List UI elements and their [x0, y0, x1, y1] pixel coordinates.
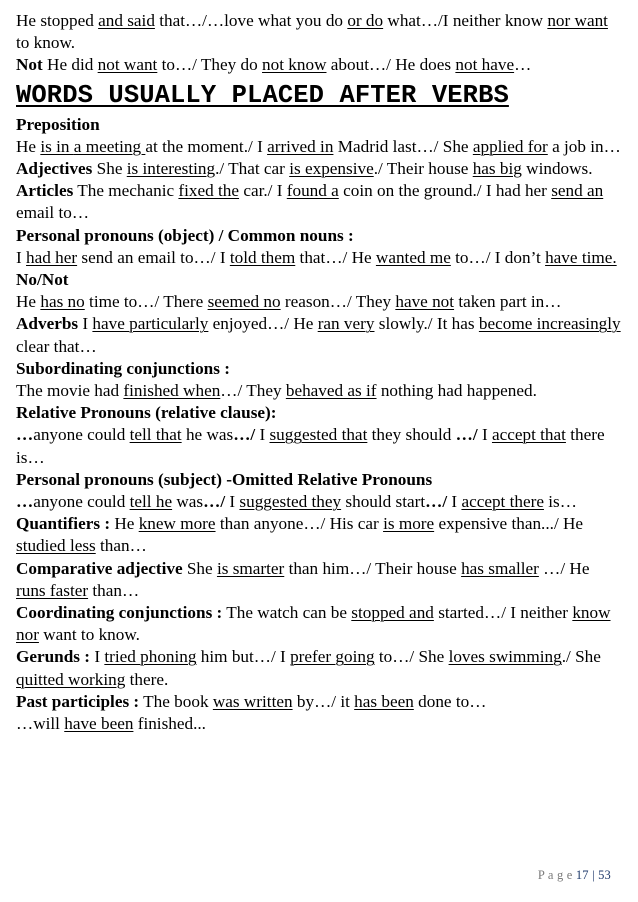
label: Adverbs — [16, 314, 79, 334]
underlined-phrase: prefer going — [290, 647, 375, 667]
page-word: P a g e — [537, 868, 573, 882]
underlined-phrase: not want — [97, 55, 158, 75]
section-body-personal-object — [16, 247, 622, 269]
underlined-phrase: knew more — [138, 514, 216, 534]
text: The book — [139, 691, 213, 711]
text: about…/ He does — [326, 55, 456, 75]
underlined-phrase: not have — [455, 55, 515, 75]
underlined-phrase: and said — [98, 11, 155, 30]
underlined-phrase: ran very — [317, 314, 375, 334]
section-label-no-not — [16, 269, 622, 291]
underlined-phrase: accept that — [491, 425, 566, 445]
text: windows. — [521, 159, 593, 179]
label: Personal pronouns (object) / Common nouns : — [16, 225, 354, 245]
underlined-phrase: fixed the — [178, 181, 240, 201]
underlined-phrase: was written — [212, 691, 293, 711]
text: enjoyed…/ He — [208, 314, 318, 334]
section-past-participles-cont — [16, 713, 622, 735]
underlined-phrase: nor want — [547, 11, 608, 30]
underlined-phrase: have time. — [545, 247, 617, 267]
text: ./ Their house — [373, 159, 473, 179]
text: He — [110, 514, 139, 534]
text: want to know. — [38, 625, 140, 645]
underlined-phrase: tell that — [129, 425, 182, 445]
section-label-personal-object — [16, 225, 622, 247]
text: started…/ I neither — [433, 603, 573, 623]
section-label-personal-subject — [16, 469, 622, 491]
separator: …/ — [203, 492, 226, 512]
text: I — [225, 492, 240, 512]
underlined-phrase: have particularly — [92, 314, 209, 334]
section-comparative — [16, 558, 622, 602]
underlined-phrase: suggested they — [239, 492, 342, 512]
section-label-relative — [16, 402, 622, 424]
underlined-phrase: tell he — [129, 492, 173, 512]
text: … — [514, 55, 532, 75]
underlined-phrase: accept there — [461, 492, 544, 512]
underlined-phrase: found a — [286, 181, 339, 201]
label: Quantifiers : — [16, 514, 111, 534]
text: they should — [367, 425, 456, 445]
label: Subordinating conjunctions : — [16, 358, 230, 378]
label: No/Not — [16, 270, 69, 290]
section-body-personal-subject — [16, 491, 622, 513]
section-body-preposition — [16, 136, 622, 158]
text: He did — [42, 55, 98, 75]
ellipsis: … — [16, 492, 34, 512]
text: slowly./ It has — [374, 314, 479, 334]
underlined-phrase: arrived in — [267, 136, 334, 156]
section-body-no-not — [16, 291, 622, 313]
section-heading: WORDS USUALLY PLACED AFTER VERBS — [16, 80, 509, 110]
underlined-phrase: studied less — [16, 536, 96, 556]
underlined-phrase: tried phoning — [104, 647, 197, 667]
text: …/ They — [220, 381, 286, 401]
text: should start — [341, 492, 426, 512]
label: Personal pronouns (subject) -Omitted Relative Pronouns — [16, 469, 433, 489]
underlined-phrase: has been — [354, 691, 414, 711]
text: ./ She — [561, 647, 601, 667]
separator: …/ — [455, 425, 478, 445]
text: there is… — [16, 425, 605, 467]
text: done to… — [413, 691, 487, 711]
underlined-phrase: suggested that — [269, 425, 368, 445]
label: Preposition — [16, 114, 100, 134]
text: a meeting — [73, 136, 146, 156]
section-quantifiers — [16, 513, 622, 557]
section-label-subordinating — [16, 358, 622, 380]
text: anyone could — [33, 425, 130, 445]
text: I — [255, 425, 270, 445]
section-coordinating — [16, 602, 622, 646]
text: I — [78, 314, 93, 334]
underlined-phrase: runs faster — [16, 580, 89, 600]
label: Comparative adjective — [16, 558, 183, 578]
underlined-phrase: has big — [472, 159, 522, 179]
underlined-phrase: or do — [347, 11, 384, 30]
text: by…/ it — [292, 691, 355, 711]
section-label-not: Not — [16, 55, 43, 75]
label: Past participles : — [16, 691, 140, 711]
underlined-phrase: send an — [551, 181, 604, 201]
separator: …/ — [425, 492, 448, 512]
ellipsis: … — [16, 425, 34, 445]
underlined-phrase: wanted me — [375, 247, 451, 267]
text: that…/…love what you do — [154, 11, 348, 30]
text: taken part in… — [454, 292, 562, 312]
text: expensive than.../ He — [434, 514, 584, 534]
underlined-phrase: not know — [262, 55, 327, 75]
text: to know. — [16, 33, 76, 53]
section-gerunds — [16, 646, 622, 690]
underlined-phrase: is expensive — [289, 159, 374, 179]
text: than… — [88, 580, 140, 600]
page-footer — [538, 864, 611, 886]
intro-line-not — [16, 54, 622, 76]
page-number: 17 | 53 — [575, 868, 611, 882]
separator: …/ — [233, 425, 256, 445]
text: He — [16, 292, 41, 312]
text: …/ He — [538, 558, 590, 578]
underlined-phrase: has no — [40, 292, 85, 312]
text: he was — [181, 425, 234, 445]
text: She — [182, 558, 217, 578]
underlined-phrase: loves swimming — [448, 647, 562, 667]
section-label-preposition — [16, 114, 622, 136]
text: time to…/ There — [84, 292, 208, 312]
text: there. — [125, 669, 169, 689]
underlined-phrase: is more — [383, 514, 435, 534]
underlined-phrase: has smaller — [461, 558, 539, 578]
label: Gerunds : — [16, 647, 91, 667]
intro-line-1 — [16, 10, 622, 54]
underlined-phrase: told them — [229, 247, 296, 267]
section-body-relative — [16, 424, 622, 468]
text: reason…/ They — [280, 292, 396, 312]
text: to…/ They do — [157, 55, 263, 75]
text: She — [92, 159, 127, 179]
underlined-phrase: quitted working — [16, 669, 126, 689]
underlined-phrase: know nor — [16, 603, 611, 645]
text: I — [477, 425, 492, 445]
underlined-phrase: finished when — [123, 381, 221, 401]
text: ./ That car — [215, 159, 290, 179]
section-articles — [16, 180, 622, 224]
text: The mechanic — [73, 181, 179, 201]
underlined-phrase: stopped and — [351, 603, 434, 623]
text: send an email to…/ I — [77, 247, 230, 267]
text: to…/ I don’t — [450, 247, 546, 267]
underlined-phrase: is smarter — [216, 558, 285, 578]
label: Articles — [16, 181, 74, 201]
text: that…/ He — [295, 247, 376, 267]
underlined-phrase: have not — [395, 292, 455, 312]
text: car./ I — [239, 181, 287, 201]
underlined-phrase: is in — [40, 136, 74, 156]
text: The movie had — [16, 381, 124, 401]
text: what…/I neither know — [383, 11, 548, 30]
text: is… — [543, 492, 577, 512]
text: finished... — [133, 714, 206, 734]
section-adverbs — [16, 313, 622, 357]
text: I — [447, 492, 462, 512]
text: …will — [16, 714, 65, 734]
label: Coordinating conjunctions : — [16, 603, 223, 623]
underlined-phrase: behaved as if — [285, 381, 377, 401]
text: Madrid last…/ She — [333, 136, 473, 156]
text: to…/ She — [374, 647, 449, 667]
text: than… — [95, 536, 147, 556]
text: than anyone…/ His car — [215, 514, 384, 534]
text: at the moment./ I — [145, 136, 268, 156]
label: Relative Pronouns (relative clause): — [16, 403, 277, 423]
text: was — [172, 492, 204, 512]
label: Adjectives — [16, 159, 93, 179]
underlined-phrase: have been — [64, 714, 134, 734]
text: I — [16, 247, 27, 267]
underlined-phrase: is interesting — [126, 159, 216, 179]
underlined-phrase: seemed no — [207, 292, 281, 312]
section-adjectives — [16, 158, 622, 180]
text: clear that… — [16, 336, 97, 356]
text: I — [90, 647, 105, 667]
text: He — [16, 136, 41, 156]
underlined-phrase: had her — [26, 247, 78, 267]
text: He stopped — [16, 11, 99, 30]
text: than him…/ Their house — [284, 558, 462, 578]
text: coin on the ground./ I had her — [338, 181, 552, 201]
underlined-phrase: applied for — [472, 136, 548, 156]
text: him but…/ I — [196, 647, 291, 667]
text: anyone could — [33, 492, 130, 512]
section-past-participles — [16, 691, 622, 713]
text: nothing had happened. — [376, 381, 537, 401]
text: The watch can be — [222, 603, 352, 623]
section-body-subordinating — [16, 380, 622, 402]
underlined-phrase: become increasingly — [478, 314, 621, 334]
text: a job in… — [547, 136, 621, 156]
text: email to… — [16, 203, 90, 223]
